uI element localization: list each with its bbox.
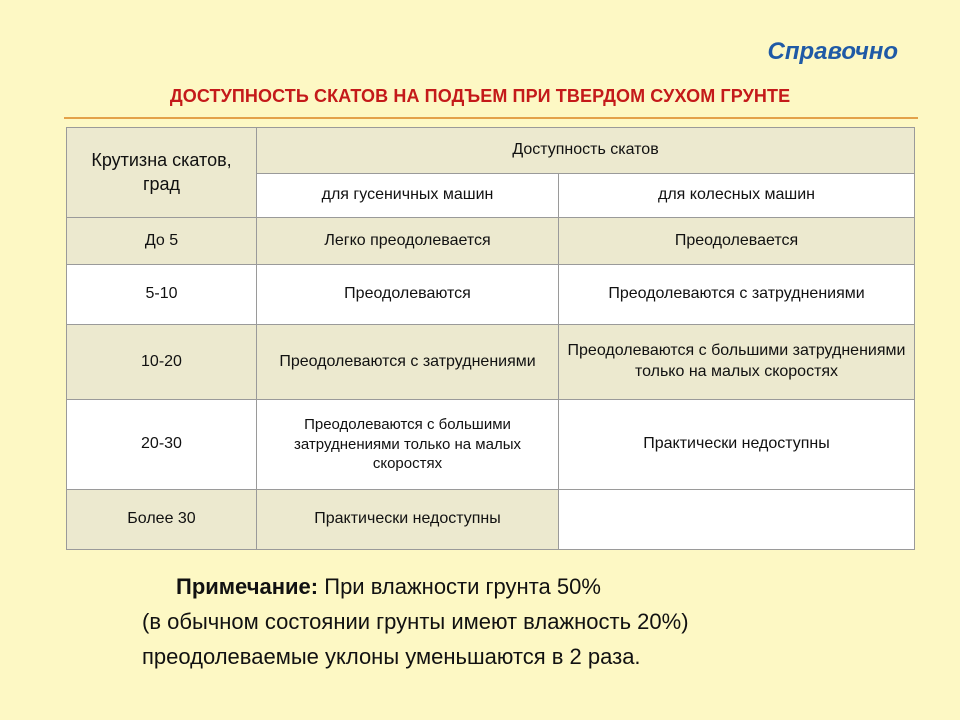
slope-cell: До 5 <box>67 218 257 265</box>
wheeled-cell: Преодолеваются с затруднениями <box>559 265 915 325</box>
slope-cell: 20-30 <box>67 400 257 490</box>
table-row <box>67 490 915 550</box>
document-title: ДОСТУПНОСТЬ СКАТОВ НА ПОДЪЕМ ПРИ ТВЕРДОМ СУХОМ ГРУНТЕ <box>169 86 791 106</box>
wheeled-cell <box>559 490 915 550</box>
reference-label: Справочно <box>767 38 898 65</box>
table-row <box>67 400 915 490</box>
note-block <box>142 569 842 674</box>
slope-cell: Более 30 <box>67 490 257 550</box>
header-slope-steepness: Крутизна скатов, град <box>67 128 257 218</box>
note-line-3: преодолеваемые уклоны уменьшаются в 2 раза. <box>142 644 641 669</box>
note-line-2: (в обычном состоянии грунты имеют влажность 20%) <box>142 609 689 634</box>
wheeled-cell: Преодолевается <box>559 218 915 265</box>
note-label: Примечание: <box>176 574 319 599</box>
tracked-cell: Легко преодолевается <box>257 218 559 265</box>
slope-cell: 10-20 <box>67 325 257 400</box>
table-row <box>67 325 915 400</box>
header-wheeled-vehicles: для колесных машин <box>559 174 915 218</box>
header-tracked-vehicles: для гусеничных машин <box>257 174 559 218</box>
table-row <box>67 218 915 265</box>
tracked-cell: Преодолеваются <box>257 265 559 325</box>
tracked-cell: Преодолеваются с большими затруднениями только на малых скоростях <box>257 400 559 490</box>
wheeled-cell: Практически недоступны <box>559 400 915 490</box>
table-row <box>67 265 915 325</box>
note-line-1: При влажности грунта 50% <box>324 574 601 599</box>
slope-cell: 5-10 <box>67 265 257 325</box>
tracked-cell: Практически недоступны <box>257 490 559 550</box>
tracked-cell: Преодолеваются с затруднениями <box>257 325 559 400</box>
title-underline <box>64 117 918 119</box>
wheeled-cell: Преодолеваются с большими затруднениями только на малых скоростях <box>559 325 915 400</box>
header-slope-accessibility: Доступность скатов <box>257 128 915 174</box>
slope-accessibility-table <box>66 127 915 550</box>
